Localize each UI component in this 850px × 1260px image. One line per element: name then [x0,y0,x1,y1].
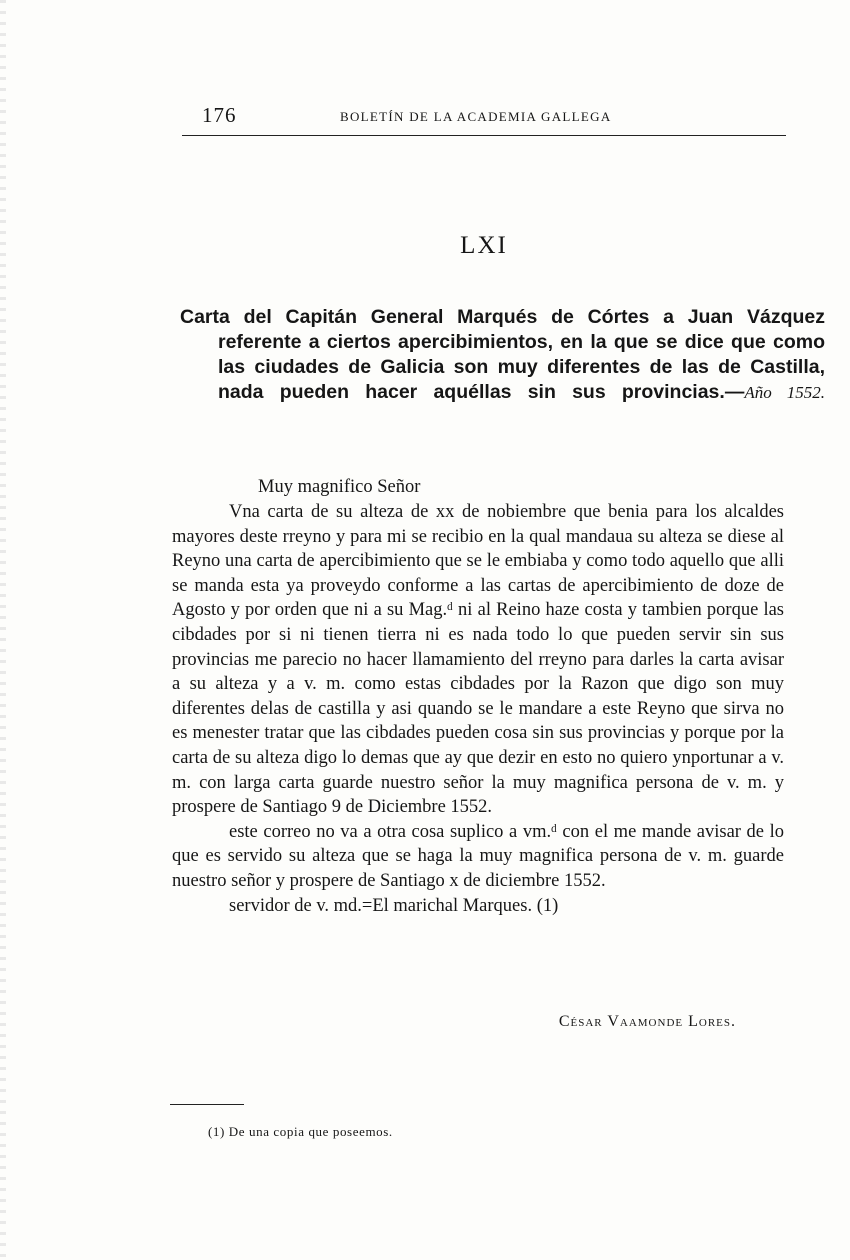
letter-salutation: Muy magnifico Señor [258,477,421,497]
letter-paragraph: Vna carta de su alteza de xx de nobiembre que benia para los alcaldes mayores deste rreyno y para mi se recibio en la qual mandaua su alteza se diese al Reyno una carta de apercibimiento que se le embiaba y como todo aquello que alli se manda esta ya proveydo conforme a las cartas de apercibimiento de doze de Agosto y por orden que ni a su Mag.ᵈ ni al Reino haze costa y tambien porque las cibdades por si ni tienen tierra ni es nada todo lo que pueden servir sin sus provincias me parecio no hacer llamamiento del rreyno para darles la carta avisar a su alteza y a v. m. como estas cibdades por la Razon que digo son muy diferentes delas de castilla y asi quando se le mandare a este Reyno que sirva no es menester tratar que las cibdades pueden cosa sin sus provincias y porque por la carta de su alteza digo lo demas que ay que dezir en esto no quiero ynportunar a v. m. con larga carta guarde nuestro señor la muy magnifica persona de v. m. y prospere de Santiago 9 de Diciembre 1552. [172,502,784,818]
page-number: 176 [202,103,237,127]
running-title: BOLETÍN DE LA ACADEMIA GALLEGA [340,109,612,124]
letter-paragraph: este correo no va a otra cosa suplico a vm.ᵈ con el me mande avisar de lo que es servido su alteza que se haga la muy magnifica persona de v. m. guarde nuestro señor y prospere de Santiago x de diciembre 1552. [172,821,784,891]
document-number: LXI [460,232,508,259]
scan-edge-artifact [0,0,6,1260]
header-rule [182,135,786,136]
document-title-year: Año 1552. [744,383,825,402]
document-title-text: Carta del Capitán General Marqués de Córtes a Juan Vázquez referente a ciertos apercibimientos, en la que se dice que como las ciudades de Galicia son muy diferentes de las de Castilla, nada pueden hacer aquéllas sin sus provincias.— [180,306,825,403]
document-title [180,305,825,405]
footnote-rule [170,1104,244,1105]
editor-signature: César Vaamonde Lores. [558,1013,736,1030]
letter-closing: servidor de v. md.=El marichal Marques. (1) [229,895,559,916]
letter-body [172,500,784,918]
footnote: (1) De una copia que poseemos. [208,1124,393,1139]
